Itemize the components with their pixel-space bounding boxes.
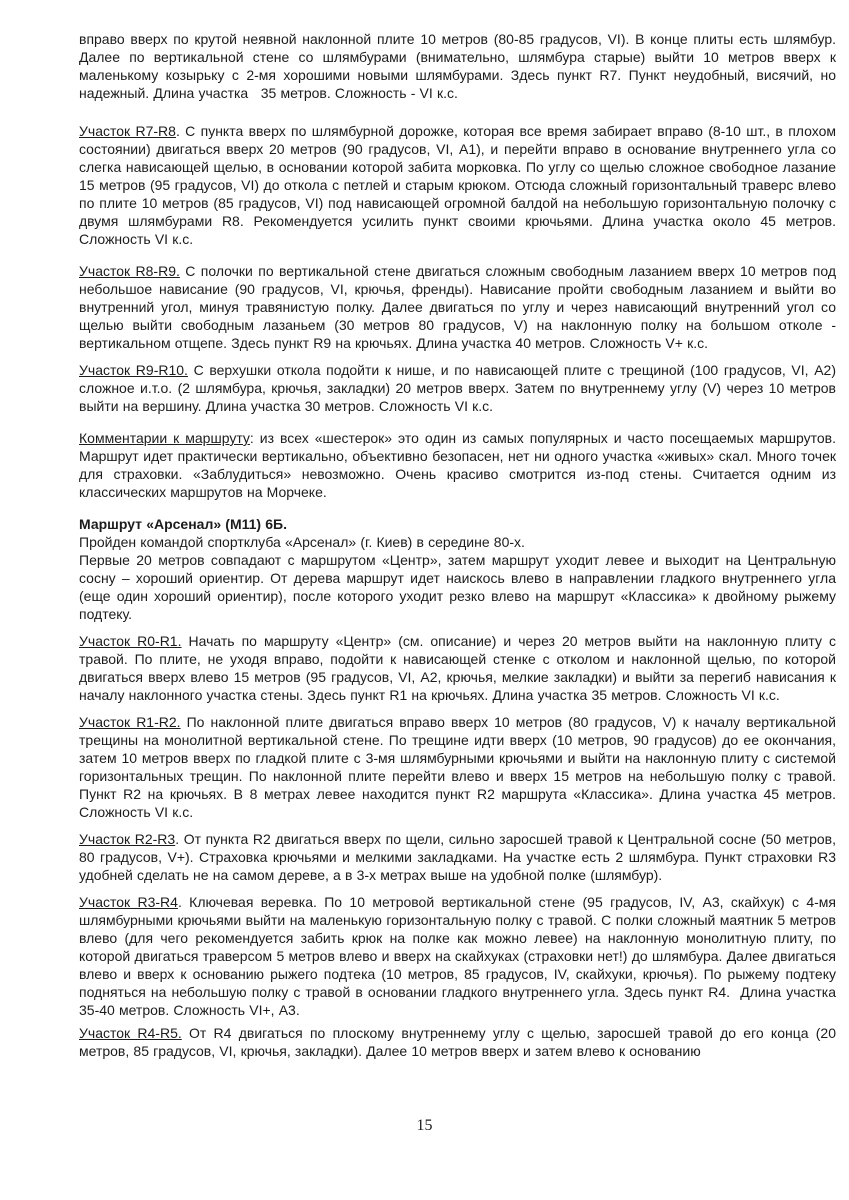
section-text-r3-r4: . Ключевая веревка. По 10 метровой вертикальной стене (95 градусов, IV, А3, скайхук) с 4-мя шлямбурными крючьями выйти на маленькую горизонтальную полку с травой. С полки сложный маятник 5 метров влево (для чего рекомендуется забить крюк на полке как можно левее) на наклонную монолитную плиту, по которой двигаться траверсом 5 метров влево и вверх на скайхуках (страховки нет!) до шлямбура. Далее двигаться влево и вверх к основанию рыжего подтека (10 метров, 85 градусов, IV, скайхуки, крючья). По рыжему подтеку подняться на небольшую полку с травой в основании гладкого внутреннего угла. Здесь пункт R4. Длина участка 35-40 метров. Сложность VI+, А3. [79,894,837,1018]
section-text-r2-r3: . От пункта R2 двигаться вверх по щели, сильно заросшей травой к Центральной сосне (50 метров, 80 градусов, V+). Страховка крючьями и мелкими закладками. На участке есть 2 шлямбура. Пункт страховки R3 удобней сделать не на самом дереве, а в 3-х метрах выше на удобной полке (шлямбур). [79,831,836,883]
section-text-comments: : из всех «шестерок» это один из самых популярных и часто посещаемых маршрутов. Маршрут идет практически вертикально, объективно безопасен, нет ни одного участка «живых» скал. Много точек для страховки. «Заблудиться» невозможно. Очень красиво смотрится из-под стены. Считается одним из классических маршрутов на Морчеке. [79,430,836,500]
section-label-r2-r3: Участок R2-R3 [79,831,176,847]
section-label-r8-r9: Участок R8-R9. [79,263,180,279]
route-intro-line1: Пройден командой спортклуба «Арсенал» (г. Киев) в середине 80-х. [79,534,525,550]
section-text-r8-r9: С полочки по вертикальной стене двигаться сложным свободным лазанием вверх 10 метров под небольшое нависание (90 градусов, VI, крючья, френды). Нависание пройти свободным лазанием и выйти во внутренний угол, минуя травянистую полку. Далее двигаться по углу и через нависающий внутренний угол со щелью выйти свободным лазаньем (30 метров 80 градусов, V) на наклонную полку на большом отколе - вертикальном отщепе. Здесь пункт R9 на крючьях. Длина участка 40 метров. Сложность V+ к.с. [79,263,836,351]
section-label-r7-r8: Участок R7-R8 [79,123,176,139]
section-text-r9-r10: С верхушки откола подойти к нише, и по нависающей плите с трещиной (100 градусов, VI, А2) сложное и.т.о. (2 шлямбура, крючья, закладки) 20 метров вверх. Затем по внутреннему углу (V) через 10 метров выйти на вершину. Длина участка 30 метров. Сложность VI к.с. [79,362,836,414]
section-label-r3-r4: Участок R3-R4 [79,894,178,910]
section-label-comments: Комментарии к маршруту [79,430,250,446]
section-r0-r1 [79,632,836,704]
route-heading: Маршрут «Арсенал» (М11) 6Б. [79,516,287,532]
section-label-r1-r2: Участок R1-R2. [79,714,181,730]
section-r7-r8 [79,122,836,248]
section-label-r0-r1: Участок R0-R1. [79,633,182,649]
section-text-r0-r1: Начать по маршруту «Центр» (см. описание) и через 20 метров выйти на наклонную плиту с травой. По плите, не уходя вправо, подойти к нависающей стенке с отколом и наклонной щелью, по которой двигаться вверх влево 15 метров (95 градусов, VI, А2, крючья, мелкие закладки) и выйти за перегиб нависания к началу наклонного участка стены. Здесь пункт R1 на крючьях. Длина участка 35 метров. Сложность VI к.с. [79,633,837,703]
section-comments [79,429,836,501]
section-r9-r10 [79,361,836,415]
section-text-r1-r2: По наклонной плите двигаться вправо вверх 10 метров (80 градусов, V) к началу вертикальной трещины на монолитной вертикальной стене. По трещине идти вверх (10 метров, 90 градусов) до ее окончания, затем 10 метров вверх по гладкой плите с 3-мя шлямбурными крючьями и выйти на наклонную плиту с системой горизонтальных трещин. По наклонной плите перейти влево и вверх 15 метров на небольшую полку с травой. Пункт R2 на крючьях. В 8 метрах левее находится пункт R2 маршрута «Классика». Длина участка 45 метров. Сложность VI к.с. [79,714,836,820]
section-r1-r2 [79,713,836,821]
section-label-r4-r5: Участок R4-R5. [79,1025,182,1041]
paragraph-continuation: вправо вверх по крутой неявной наклонной плите 10 метров (80-85 градусов, VI). В конце плиты есть шлямбур. Далее по вертикальной стене со шлямбурами (внимательно, шлямбура старые) выйти 10 метров вверх к маленькому козырьку с 2-мя хорошими новыми шлямбурами. Здесь пункт R7. Пункт неудобный, висячий, но надежный. Длина участка 35 метров. Сложность - VI к.с. [79,31,836,101]
section-r2-r3 [79,830,836,884]
document-body [79,30,836,1060]
page-number: 15 [416,1117,433,1134]
route-intro-line2: Первые 20 метров совпадают с маршрутом «Центр», затем маршрут уходит левее и выходит на Центральную сосну – хороший ориентир. От дерева маршрут идет наискось влево в направлении гладкого внутреннего угла (еще один хороший ориентир), после которого уходит резко влево на маршрут «Классика» к двойному рыжему подтеку. [79,552,836,622]
section-text-r7-r8: . С пункта вверх по шлямбурной дорожке, которая все время забирает вправо (8-10 шт., в плохом состоянии) двигаться вверх 20 метров (90 градусов, VI, А1), и перейти вправо в основание внутреннего угла со слегка нависающей щелью, в основании которой забита морковка. По углу со щелью сложное свободное лазание 15 метров (95 градусов, VI) до откола с петлей и старым крюком. Отсюда сложный горизонтальный траверс влево по плите 10 метров (85 градусов, VI) под нависающей огромной балдой на небольшую горизонтальную полочку с двумя шлямбурами R8. Рекомендуется усилить пункт своими крючьями. Длина участка около 45 метров. Сложность VI к.с. [79,123,836,247]
section-r4-r5 [79,1024,836,1060]
section-label-r9-r10: Участок R9-R10. [79,362,188,378]
section-text-r4-r5: От R4 двигаться по плоскому внутреннему углу с щелью, заросшей травой до его конца (20 метров, 85 градусов, VI, крючья, закладки). Далее 10 метров вверх и затем влево к основанию [79,1025,837,1059]
section-r8-r9 [79,262,836,352]
section-r3-r4 [79,893,836,1019]
